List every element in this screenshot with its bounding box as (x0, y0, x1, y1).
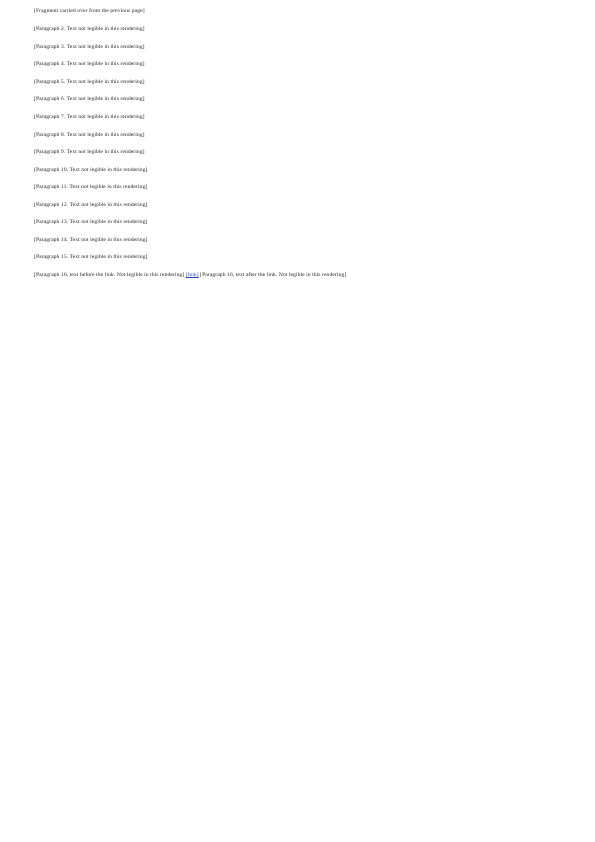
paragraph-sludge-unloading: [Paragraph 14. Text not legible in this rendering] (34, 236, 148, 243)
paragraph-compressor-unit (34, 272, 556, 279)
paragraph-pump-operation: [Paragraph 11. Text not legible in this rendering] (34, 184, 148, 191)
paragraph-ground-water: [Paragraph 3. Text not legible in this rendering] (34, 43, 145, 50)
regulation-link[interactable]: [link] (185, 271, 199, 278)
paragraph-territory-cleanliness: [Paragraph 10. Text not legible in this rendering] (34, 166, 148, 173)
paragraph-wells: [Paragraph 5. Text not legible in this rendering] (34, 78, 145, 85)
paragraph-continuation: [Fragment carried over from the previous page] (34, 8, 145, 14)
paragraph-filter-sections: [Paragraph 13. Text not legible in this rendering] (34, 219, 148, 226)
paragraph-explosion-hazard-classes: [Paragraph 9. Text not legible in this rendering] (34, 149, 145, 156)
paragraph-food-and-smoking: [Paragraph 4. Text not legible in this rendering] (34, 61, 145, 68)
compressor-text-part-2: [Paragraph 16, text after the link. Not legible in this rendering] (200, 271, 347, 278)
paragraph-untitled-15: [Paragraph 15. Text not legible in this rendering] (34, 254, 148, 261)
paragraph-territory-fencing: [Paragraph 8. Text not legible in this rendering] (34, 131, 145, 138)
compressor-text-part-1: [Paragraph 16, text before the link. Not legible in this rendering] (34, 271, 185, 278)
paragraph-inspection-hatches: [Paragraph 12. Text not legible in this rendering] (34, 201, 148, 208)
document-page (34, 8, 556, 289)
paragraph-permanent-workplaces: [Paragraph 2. Text not legible in this rendering] (34, 26, 145, 33)
paragraph-hand-washing: [Paragraph 7. Text not legible in this rendering] (34, 114, 145, 120)
paragraph-wells-work-rules: [Paragraph 6. Text not legible in this rendering] (34, 96, 145, 103)
